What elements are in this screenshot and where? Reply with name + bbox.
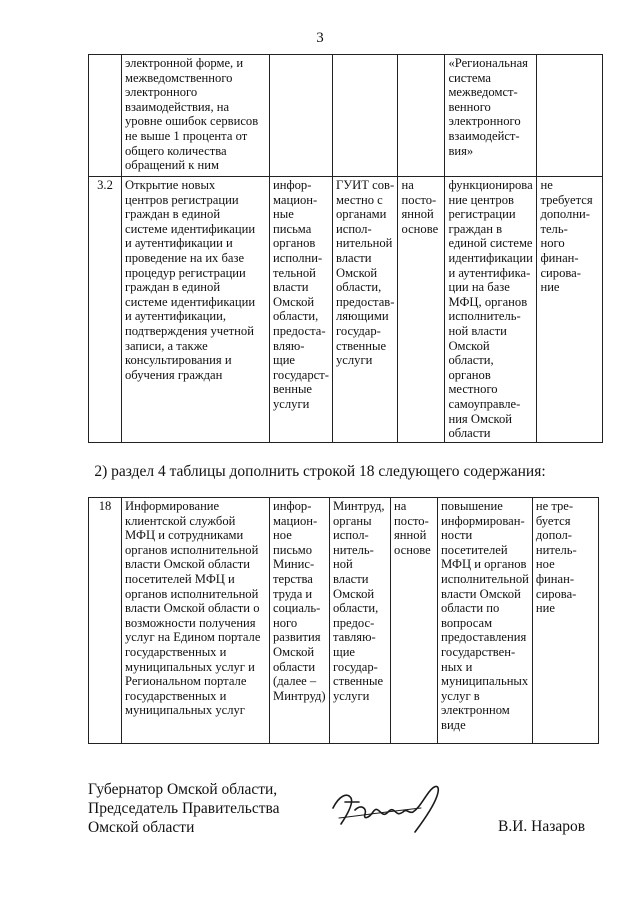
amendment-instruction: 2) раздел 4 таблицы дополнить строкой 18 следующего содержания: xyxy=(94,463,546,480)
table-row xyxy=(89,498,599,744)
result-cell: функционирова ние центров регистрации граждан в единой системе идентификации и аутентифика- ции на базе МФЦ, органов исполнитель- ной власти Омской области, органов местного самоуправле- ния Омской области xyxy=(445,177,537,443)
signatory-position: Губернатор Омской области, Председатель Правительства Омской области xyxy=(88,781,280,836)
document-cell: инфор- мацион- ные письма органов исполни- тельной власти Омской области, предоста- вляю- щие государст- венные услуги xyxy=(270,177,333,443)
row-number-cell xyxy=(89,55,122,177)
result-cell: «Региональная система межведомст- венного электронного взаимодейст- вия» xyxy=(445,55,537,177)
executor-cell: ГУИТ сов- местно с органами испол- нительной власти Омской области, предостав- ляющими государ- ственные услуги xyxy=(332,177,397,443)
document-cell: инфор- мацион- ное письмо Минис- терства труда и социаль- ного развития Омской области (далее – Минтруд) xyxy=(270,498,330,744)
section-4-table-row-18 xyxy=(88,497,599,744)
result-cell: повышение информирован- ности посетителей МФЦ и органов исполнительной власти Омской области по вопросам предоставления государствен- ных и муниципальных услуг в электронном виде xyxy=(438,498,533,744)
table-row xyxy=(89,177,603,443)
executor-cell: Минтруд, органы испол- нитель- ной власти Омской области, предос- тавляю- щие государ- ственные услуги xyxy=(330,498,391,744)
action-cell: электронной форме, и межведомственного электронного взаимодействия, на уровне ошибок сервисов не выше 1 процента от общего количества обращений к ним xyxy=(122,55,270,177)
term-cell: на посто- янной основе xyxy=(391,498,438,744)
action-cell: Информирование клиентской службой МФЦ и сотрудниками органов исполнительной власти Омской области посетителей МФЦ и органов исполнительной власти Омской области о возможности получения услуг на Едином портале государственных и муниципальных услуг и Региональном портале государственных и муниципальных услуг xyxy=(122,498,270,744)
row-number-cell: 3.2 xyxy=(89,177,122,443)
row-number-cell: 18 xyxy=(89,498,122,744)
financing-cell: не требуется дополни- тель- ного финан- сирова- ние xyxy=(537,177,603,443)
executor-cell xyxy=(332,55,397,177)
financing-cell xyxy=(537,55,603,177)
signatory-name: В.И. Назаров xyxy=(498,818,586,835)
action-cell: Открытие новых центров регистрации граждан в единой системе идентификации и аутентификации и проведение на их базе процедур регистрации граждан в единой системе идентификации и аутентификации, подтверждения учетной записи, а также консультирования и обучения граждан xyxy=(122,177,270,443)
action-plan-table-continued xyxy=(88,54,603,443)
document-cell xyxy=(270,55,333,177)
table-row xyxy=(89,55,603,177)
financing-cell: не тре- буется допол- нитель- ное финан- сирова- ние xyxy=(532,498,598,744)
term-cell: на посто- янной основе xyxy=(398,177,445,443)
term-cell xyxy=(398,55,445,177)
page-number: 3 xyxy=(316,30,324,46)
handwritten-signature xyxy=(325,778,465,838)
